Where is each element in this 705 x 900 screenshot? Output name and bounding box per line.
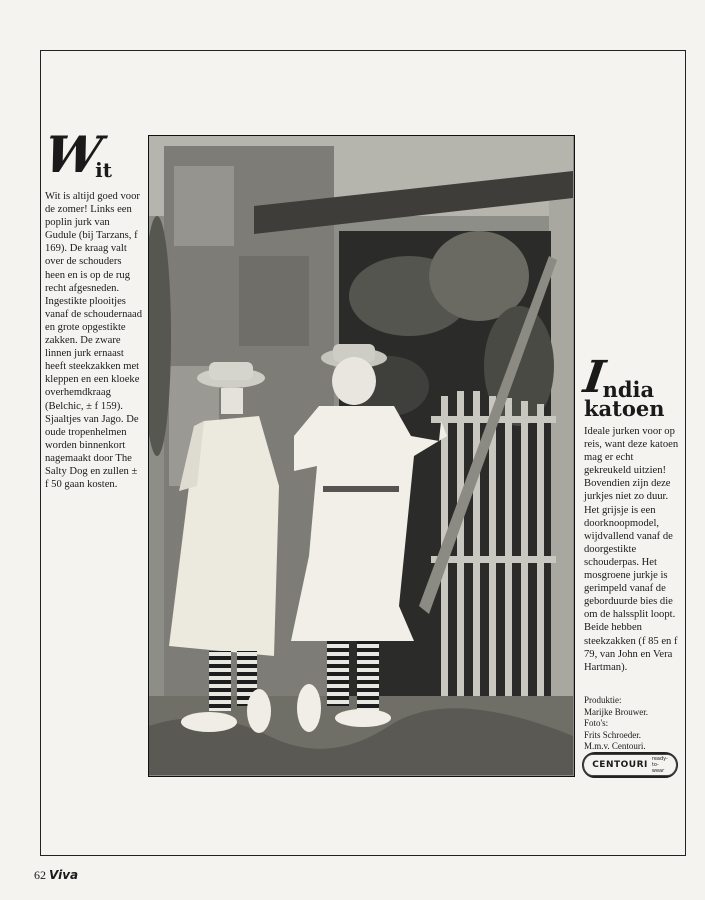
credit-line: Frits Schroeder. xyxy=(584,729,641,740)
page-folio xyxy=(34,868,78,883)
right-headline-line2: katoen xyxy=(584,396,665,421)
left-headline-initial: W xyxy=(40,125,100,184)
right-body-text: Ideale jurken voor op reis, want deze katoen mag er echt gekreukeld uitzien! Bovendien zijn deze jurkjes niet zo duur. Het grijsje is een doorknoopmodel, wijdvallend vanaf de doorgestikte schouderpas. Het mosgroene jurkje is gerimpeld vanaf de geborduurde bies die om de halssplit loopt. Beide hebben steekzakken (f 85 en f 79, van John en Vera Hartman). xyxy=(584,426,679,673)
magazine-name: Viva xyxy=(49,868,79,882)
fashion-photo xyxy=(148,135,575,777)
right-headline-rest: ndia xyxy=(602,377,655,402)
logo-subtext: ready-to-wear xyxy=(651,756,668,774)
credit-line: Produktie: xyxy=(584,695,622,705)
photo-illustration xyxy=(149,136,573,775)
right-headline xyxy=(580,352,682,421)
credit-line: Marijke Brouwer. xyxy=(584,706,648,717)
right-article xyxy=(580,352,682,674)
left-body-text: Wit is altijd goed voor de zomer! Links een poplin jurk van Gudule (bij Tarzans, f 169). De kraag valt over de schouders heen en is op de rug recht afgesneden. Ingestikte plooitjes vanaf de schoudernaad en grote opgestikte zakken. De zware linnen jurk ernaast heeft steekzakken met kleppen en een kloeke overhemdkraag (Belchic, ± f 159). Sjaaltjes van Jago. De oude tropenhelmen worden binnenkort nagemaakt door The Salty Dog en zullen ± f 50 gaan kosten. xyxy=(45,191,143,491)
logo-text: CENTOURI xyxy=(592,760,648,770)
credit-line: Foto's: xyxy=(584,718,609,728)
left-article xyxy=(40,125,143,491)
photo-credits xyxy=(584,695,684,753)
left-headline xyxy=(40,125,143,184)
credit-line: M.m.v. Centouri. xyxy=(584,741,646,751)
page-number: 62 xyxy=(34,868,46,882)
left-headline-rest: it xyxy=(95,158,112,182)
centouri-logo xyxy=(582,752,678,778)
right-headline-initial: I xyxy=(580,352,607,403)
